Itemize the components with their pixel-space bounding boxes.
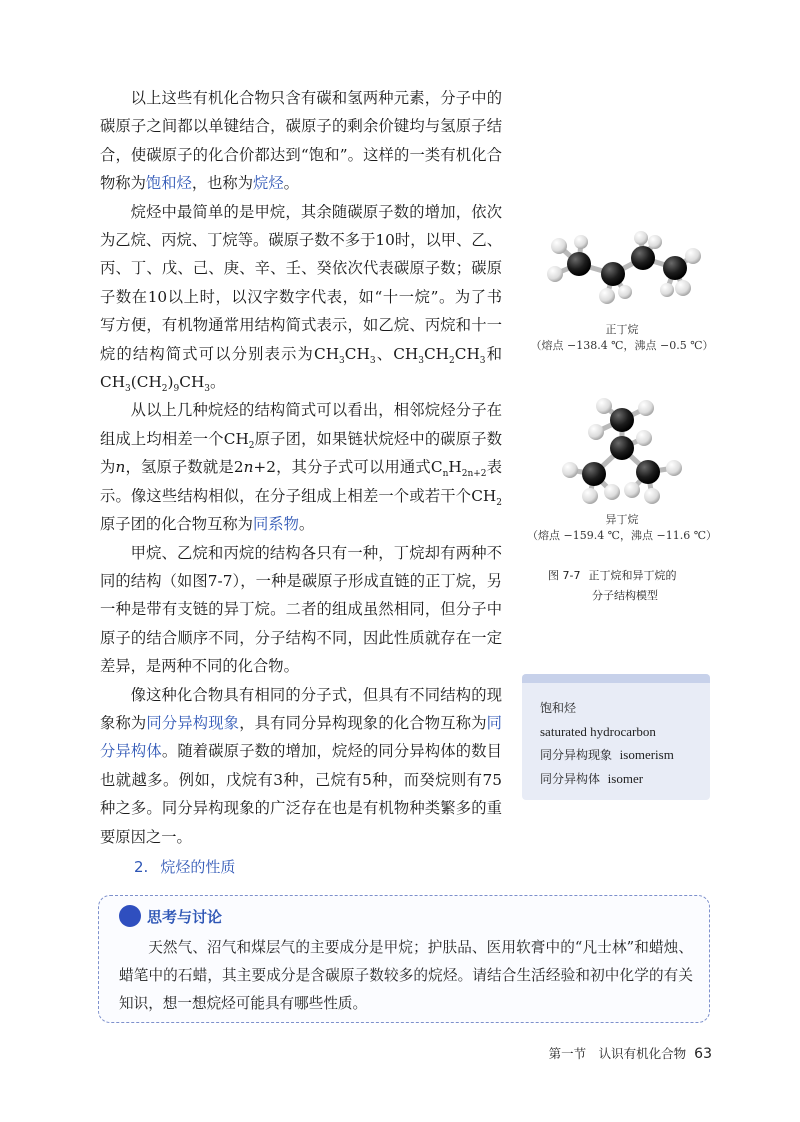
n-butane-label: 正丁烷	[605, 323, 639, 336]
isobutane-points: （熔点 −159.4 ℃，沸点 −11.6 ℃）	[526, 529, 717, 542]
text: +2，其分子式可以用通式C	[253, 458, 443, 477]
keyword-isomerism: 同分异构现象	[146, 713, 240, 732]
glossary-term-1-en: saturated hydrocarbon	[540, 724, 656, 739]
figure-isobutane	[522, 392, 722, 544]
n-butane-model-image	[537, 222, 707, 318]
paragraph-2	[100, 198, 502, 397]
glossary-term-3-zh: 同分异构体	[540, 772, 601, 786]
keyword-saturated-hydrocarbon: 饱和烃	[145, 174, 192, 193]
footer-section: 第一节 认识有机化合物	[548, 1046, 687, 1061]
variable-n: n	[243, 458, 254, 477]
glossary-box	[522, 674, 710, 800]
keyword-isomer: 同分异构体	[100, 713, 502, 761]
subscript: 3	[204, 384, 211, 395]
glossary-term-2-en: isomerism	[619, 747, 674, 762]
subscript: 2	[449, 355, 455, 366]
text: CH	[344, 344, 370, 363]
subscript: n	[442, 469, 449, 480]
text: 原子团，如果链状烷烃中的碳原子数为	[100, 429, 502, 477]
variable-n: n	[115, 458, 126, 477]
subscript: 3	[418, 355, 424, 366]
text: 。	[283, 174, 299, 193]
text: H	[448, 458, 462, 477]
section-number: 2.	[134, 858, 149, 876]
text: 原子团的化合物互称为	[100, 515, 253, 534]
figure-n-butane	[522, 222, 722, 354]
figure-caption-line1: 正丁烷和异丁烷的	[588, 569, 677, 582]
section-heading	[134, 856, 247, 877]
subscript: 3	[125, 384, 131, 395]
subscript: 2	[161, 384, 168, 395]
main-text	[100, 84, 502, 851]
text: 。随着碳原子数的增加，烷烃的同分异构体的数目也就越多。例如，戊烷有3种，己烷有5种，而癸烷则有75种之多。同分异构现象的广泛存在也是有机物种类繁多的重要原因之一。	[100, 742, 502, 846]
page-footer	[500, 1044, 712, 1062]
text: 。	[210, 373, 226, 392]
glossary-term-3-en: isomer	[607, 771, 644, 786]
subscript: 2	[248, 440, 255, 451]
text: 从以上几种烷烃的结构简式可以看出，相邻烷烃分子在组成上均相差一个CH	[100, 401, 502, 448]
text: 以上这些有机化合物只含有碳和氢两种元素，分子中的碳原子之间都以单键结合，碳原子的剩余价键均与氢原子结合，使碳原子的化合价都达到“饱和”。这样的一类有机化合物称为	[100, 89, 502, 193]
text: 烷烃中最简单的是甲烷，其余随碳原子数的增加，依次为乙烷、丙烷、丁烷等。碳原子数不多于10时，以甲、乙、丙、丁、戊、己、庚、辛、壬、癸依次代表碳原子数；碳原子数在10以上时，以汉字数字代表，如“十一烷”。为了书写方便，有机物通常用结构简式表示，如乙烷、丙烷和十一烷的结构简式可以分别表示为CH	[100, 202, 502, 363]
subscript: 2n+2	[461, 469, 487, 480]
think-discuss-body: 天然气、沼气和煤层气的主要成分是甲烷；护肤品、医用软膏中的“凡士林”和蜡烛、蜡笔中的石蜡，其主要成分是含碳原子数较多的烷烃。请结合生活经验和初中化学的有关知识，想一想烷烃可能具有哪些性质。	[119, 939, 693, 1012]
text: CH	[423, 344, 450, 363]
text: )	[167, 373, 174, 392]
figure-number: 图 7-7	[548, 569, 581, 582]
think-discuss-title: 思考与讨论	[147, 908, 223, 926]
subscript: 3	[479, 355, 486, 366]
figure-caption	[548, 566, 708, 606]
think-bubble-icon	[119, 905, 141, 927]
text: ，也称为	[191, 174, 254, 193]
section-title: 烷烃的性质	[160, 858, 236, 876]
isobutane-label: 异丁烷	[605, 513, 639, 526]
subscript: 9	[173, 384, 180, 395]
glossary-header-bar	[522, 674, 710, 683]
figure-caption-line2: 分子结构模型	[592, 589, 658, 602]
text: 和CH	[100, 344, 502, 392]
text: 甲烷、乙烷和丙烷的结构各只有一种，丁烷却有两种不同的结构（如图7-7），一种是碳原子形成直链的正丁烷，另一种是带有支链的异丁烷。二者的组成虽然相同，但分子中原子的结合顺序不同，分子结构不同，因此性质就存在一定差异，是两种不同的化合物。	[100, 543, 502, 676]
subscript: 3	[369, 355, 376, 366]
glossary-term-2-zh: 同分异构现象	[540, 748, 613, 762]
n-butane-points: （熔点 −138.4 ℃，沸点 −0.5 ℃）	[530, 339, 714, 352]
paragraph-1	[100, 84, 502, 198]
text: CH	[179, 373, 205, 392]
text: ，具有同分异构现象的化合物互称为	[239, 713, 487, 732]
text: ，氢原子数就是2	[125, 458, 244, 477]
paragraph-5	[100, 681, 502, 851]
text: 像这种化合物具有相同的分子式，但具有不同结构的现象称为	[100, 685, 502, 732]
page-number: 63	[694, 1046, 712, 1062]
keyword-homolog: 同系物	[252, 515, 299, 534]
text: 。	[298, 515, 315, 534]
text: (CH	[130, 373, 162, 392]
isobutane-model-image	[552, 392, 692, 508]
paragraph-3	[100, 396, 502, 538]
text: 表示。像这些结构相似，在分子组成上相差一个或若干个CH	[100, 458, 502, 505]
text: CH	[454, 344, 480, 363]
text: 、CH	[375, 344, 419, 363]
think-discuss-box	[98, 895, 710, 1023]
subscript: 2	[496, 497, 502, 508]
keyword-alkane: 烷烃	[253, 174, 284, 193]
subscript: 3	[339, 355, 345, 366]
glossary-term-1-zh: 饱和烃	[540, 701, 577, 715]
paragraph-4	[100, 539, 502, 681]
